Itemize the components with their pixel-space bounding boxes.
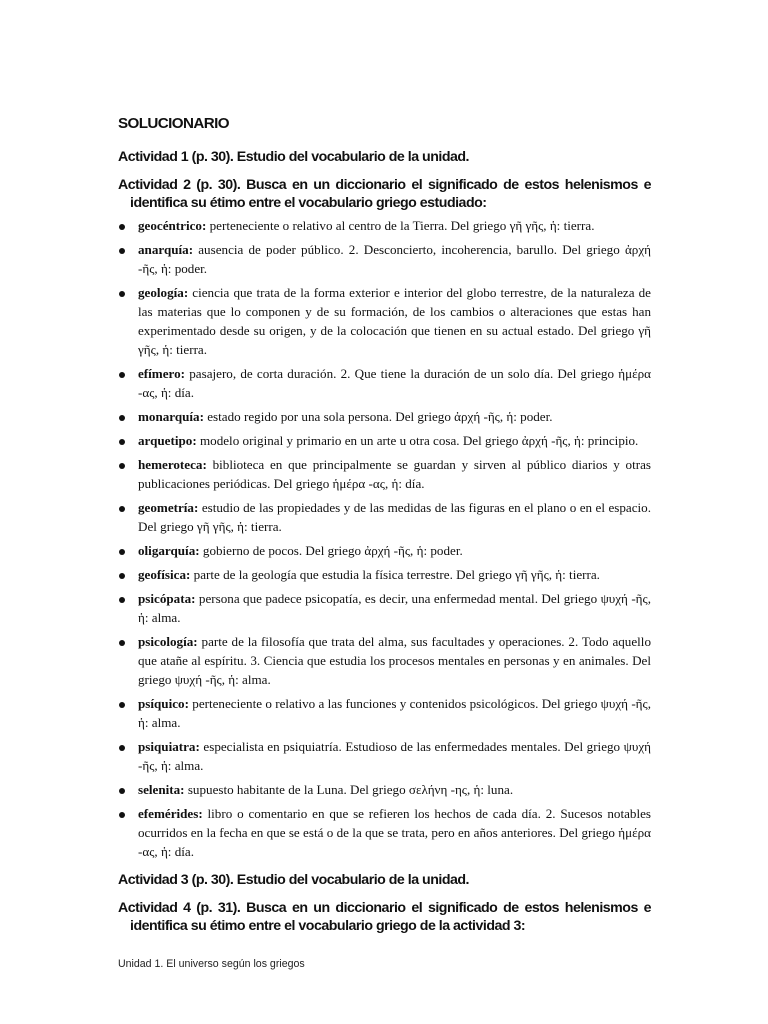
- list-item: [118, 455, 651, 493]
- activity-2-heading: Actividad 2 (p. 30). Busca en un diccionario el significado de estos helenismos e identifica su étimo entre el vocabulario griego estudiado:: [118, 177, 651, 211]
- list-item: [118, 589, 651, 627]
- term-label: arquetipo:: [138, 433, 197, 448]
- page-footer: Unidad 1. El universo según los griegos: [118, 958, 305, 970]
- term-definition: libro o comentario en que se refieren los hechos de cada día. 2. Sucesos notables ocurridos en la fecha en que se está o de la que se trata, pero en años anteriores. Del griego ἡμέρα -ας, ἡ: día.: [138, 806, 651, 859]
- term-label: psicópata:: [138, 591, 196, 606]
- term-label: geofísica:: [138, 567, 191, 582]
- bullet-icon: [119, 224, 125, 230]
- term-label: hemeroteca:: [138, 457, 207, 472]
- list-item: [118, 541, 651, 560]
- term-label: geocéntrico:: [138, 218, 207, 233]
- term-definition: parte de la filosofía que trata del alma, sus facultades y operaciones. 2. Todo aquello que atañe al espíritu. 3. Ciencia que estudia los procesos mentales en personas y en animales. Del griego ψυχή -ῆς, ἡ: alma.: [138, 634, 651, 687]
- list-item: [118, 737, 651, 775]
- list-item: [118, 780, 651, 799]
- term-definition: parte de la geología que estudia la física terrestre. Del griego γῆ γῆς, ἡ: tierra.: [193, 567, 600, 582]
- term-definition: pasajero, de corta duración. 2. Que tiene la duración de un solo día. Del griego ἡμέρα -ας, ἡ: día.: [138, 366, 651, 400]
- helenismos-list: [118, 216, 651, 861]
- term-definition: biblioteca en que principalmente se guardan y sirven al público diarios y otras publicaciones periódicas. Del griego ἡμέρα -ας, ἡ: día.: [138, 457, 652, 491]
- bullet-icon: [119, 506, 125, 512]
- bullet-icon: [119, 291, 125, 297]
- term-definition: perteneciente o relativo a las funciones y contenidos psicológicos. Del griego ψυχή -ῆς, ἡ: alma.: [138, 696, 651, 730]
- activity-4-heading: Actividad 4 (p. 31). Busca en un diccionario el significado de estos helenismos e identifica su étimo entre el vocabulario griego de la actividad 3:: [118, 900, 651, 934]
- term-label: efemérides:: [138, 806, 203, 821]
- term-label: geología:: [138, 285, 189, 300]
- bullet-icon: [119, 745, 125, 751]
- bullet-icon: [119, 248, 125, 254]
- term-label: anarquía:: [138, 242, 194, 257]
- term-definition: supuesto habitante de la Luna. Del griego σελήνη -ης, ἡ: luna.: [187, 782, 514, 797]
- list-item: [118, 240, 651, 278]
- bullet-icon: [119, 573, 125, 579]
- activity-1-heading: Actividad 1 (p. 30). Estudio del vocabulario de la unidad.: [118, 149, 469, 165]
- bullet-icon: [119, 439, 125, 445]
- page-content: [118, 115, 651, 939]
- term-definition: persona que padece psicopatía, es decir, una enfermedad mental. Del griego ψυχή -ῆς, ἡ: alma.: [138, 591, 651, 625]
- activity-3-heading: Actividad 3 (p. 30). Estudio del vocabulario de la unidad.: [118, 872, 469, 888]
- term-definition: especialista en psiquiatría. Estudioso de las enfermedades mentales. Del griego ψυχή -ῆς, ἡ: alma.: [138, 739, 651, 773]
- term-definition: ciencia que trata de la forma exterior e interior del globo terrestre, de la naturaleza de las materias que lo componen y de su formación, de los cambios o alteraciones que estas han experimentado desde su origen, y de la colocación que tienen en su actual estado. Del griego γῆ γῆς, ἡ: tierra.: [138, 285, 651, 357]
- term-label: psiquiatra:: [138, 739, 200, 754]
- list-item: [118, 632, 651, 689]
- term-definition: perteneciente o relativo al centro de la Tierra. Del griego γῆ γῆς, ἡ: tierra.: [209, 218, 595, 233]
- term-label: efímero:: [138, 366, 186, 381]
- list-item: [118, 804, 651, 861]
- bullet-icon: [119, 372, 125, 378]
- bullet-icon: [119, 597, 125, 603]
- term-label: monarquía:: [138, 409, 204, 424]
- list-item: [118, 431, 651, 450]
- bullet-icon: [119, 463, 125, 469]
- bullet-icon: [119, 415, 125, 421]
- term-definition: estudio de las propiedades y de las medidas de las figuras en el plano o en el espacio. Del griego γῆ γῆς, ἡ: tierra.: [138, 500, 651, 534]
- page-title: SOLUCIONARIO: [118, 115, 229, 132]
- term-label: psicología:: [138, 634, 198, 649]
- term-label: geometría:: [138, 500, 199, 515]
- term-label: selenita:: [138, 782, 185, 797]
- list-item: [118, 407, 651, 426]
- list-item: [118, 694, 651, 732]
- term-definition: estado regido por una sola persona. Del griego ἀρχή -ῆς, ἡ: poder.: [207, 409, 553, 424]
- bullet-icon: [119, 702, 125, 708]
- list-item: [118, 498, 651, 536]
- list-item: [118, 565, 651, 584]
- bullet-icon: [119, 812, 125, 818]
- bullet-icon: [119, 549, 125, 555]
- bullet-icon: [119, 640, 125, 646]
- list-item: [118, 283, 651, 359]
- list-item: [118, 364, 651, 402]
- list-item: [118, 216, 651, 235]
- bullet-icon: [119, 788, 125, 794]
- term-label: oligarquía:: [138, 543, 200, 558]
- term-definition: gobierno de pocos. Del griego ἀρχή -ῆς, ἡ: poder.: [202, 543, 463, 558]
- term-label: psíquico:: [138, 696, 189, 711]
- term-definition: modelo original y primario en un arte u otra cosa. Del griego ἀρχή -ῆς, ἡ: principio.: [199, 433, 639, 448]
- term-definition: ausencia de poder público. 2. Desconcierto, incoherencia, barullo. Del griego ἀρχή -ῆς, ἡ: poder.: [138, 242, 651, 276]
